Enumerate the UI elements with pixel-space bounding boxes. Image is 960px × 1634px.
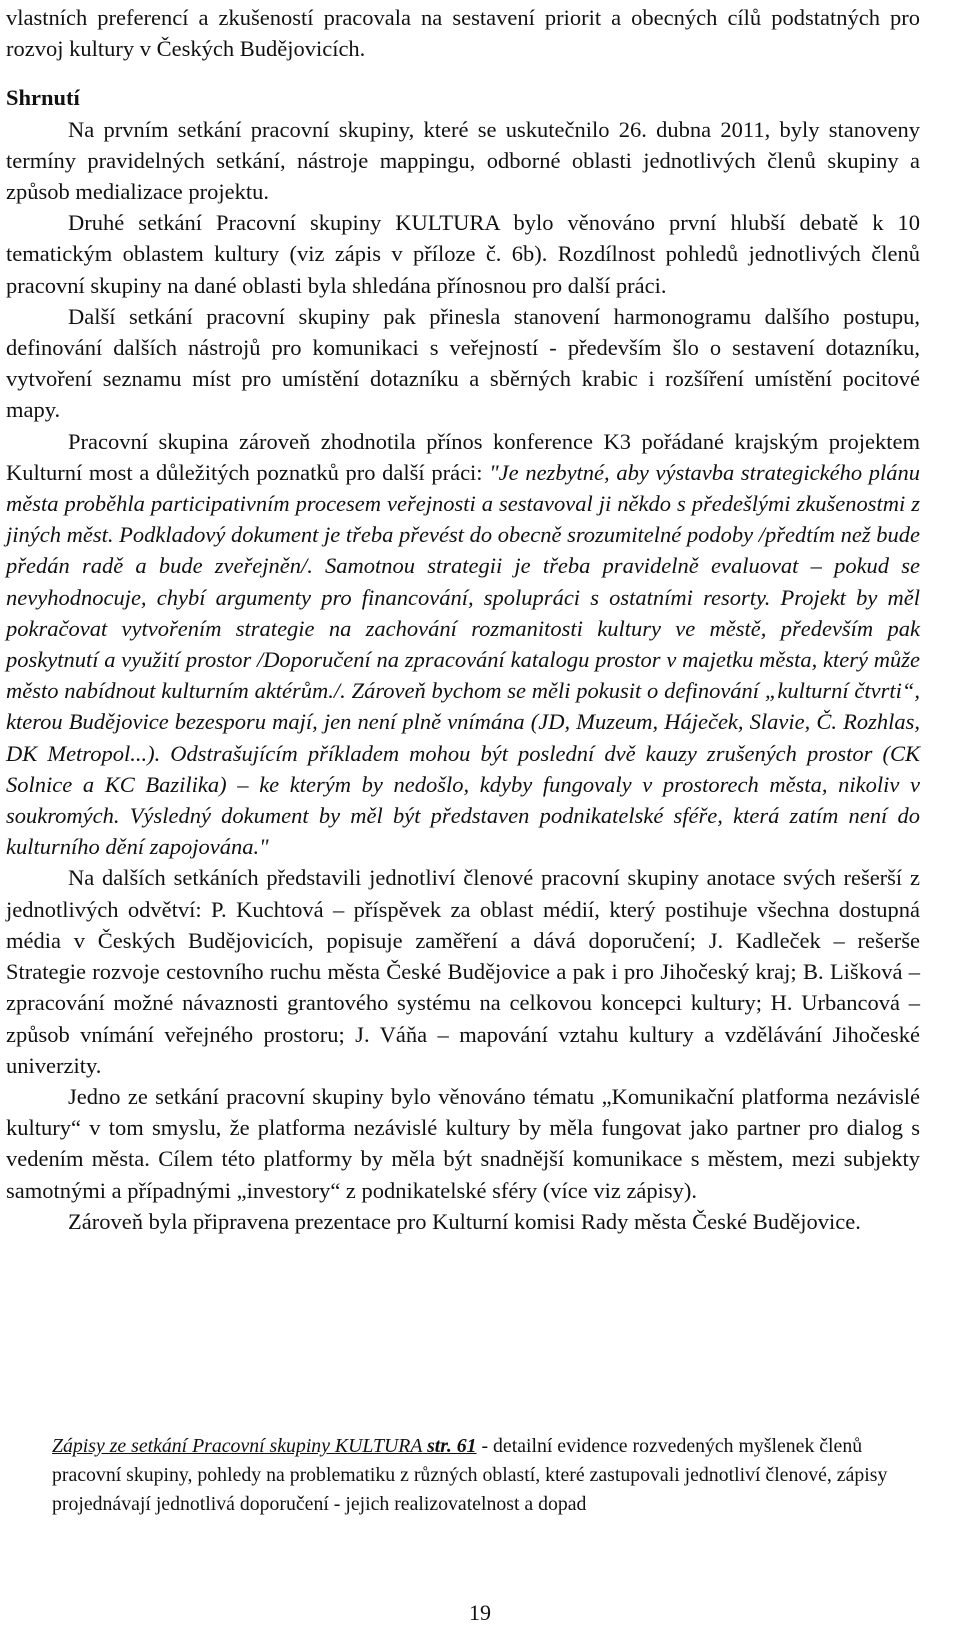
summary-paragraph-5: Na dalších setkáních představili jednotliví členové pracovní skupiny anotace svých rešerší z jednotlivých odvětví: P. Kuchtová – příspěvek za oblast médií, který postihuje všechna dostupná média v Českých Budějovicích, popisuje zaměření a dává doporučení; J. Kadleček – rešerše Strategie rozvoje cestovního ruchu města České Budějovice a pak i pro Jihočeský kraj; B. Lišková – zpracování možné návaznosti grantového systému na celkovou koncepci kultury; H. Urbancová – způsob vnímání veřejného prostoru; J. Váňa – mapování vztahu kultury a vzdělávání Jihočeské univerzity. [6, 865, 920, 1078]
summary-paragraph-7: Zároveň byla připravena prezentace pro Kulturní komisi Rady města České Budějovice. [68, 1208, 861, 1234]
summary-paragraph-3: Další setkání pracovní skupiny pak přinesla stanovení harmonogramu dalšího postupu, definování dalších nástrojů pro komunikaci s veřejností - především šlo o sestavení dotazníku, vytvoření seznamu míst pro umístění dotazníku a sběrných krabic i rozšíření umístění pocitové mapy. [6, 303, 920, 423]
paragraph-gap [6, 64, 920, 82]
paragraph-4-lead: Pracovní skupina zároveň zhodnotila přínos konference K3 pořádané krajským projektem Kulturní most a důležitých poznatků pro další práci: [6, 428, 920, 485]
intro-paragraph-tail: vlastních preferencí a zkušeností pracovala na sestavení priorit a obecných cílů podstatných pro rozvoj kultury v Českých Budějovicích. [6, 5, 920, 62]
summary-paragraph-2: Druhé setkání Pracovní skupiny KULTURA bylo věnováno první hlubší debatě k 10 tematickým oblastem kultury (viz zápis v příloze č. 6b). Rozdílnost pohledů jednotlivých členů pracovní skupiny na dané oblasti byla shledána přínosnou pro další práci. [6, 210, 920, 298]
body-text [6, 2, 920, 1237]
page-number: 19 [469, 1600, 491, 1625]
summary-paragraph-6: Jedno ze setkání pracovní skupiny bylo věnováno tématu „Komunikační platforma nezávislé kultury“ v tom smyslu, že platforma nezávislé kultury by měla fungovat jako partner pro dialog s vedením města. Cílem této platformy by měla být snadnější komunikace s městem, mezi subjekty samotnými a případnými „investory“ z podnikatelské sféry (více viz zápisy). [6, 1083, 920, 1203]
conference-quote: "Je nezbytné, aby výstavba strategického plánu města proběhla participativním procesem veřejnosti a sestavoval ji někdo s předešlými zkušenostmi z jiných měst. Podkladový dokument je třeba převést do obecně srozumitelné podoby /předtím než bude předán radě a bude zveřejněn/. Samotnou strategii je třeba pravidelně evaluovat – pokud se nevyhodnocuje, chybí argumenty pro financování, spolupráci s ostatními resorty. Projekt by měl pokračovat vytvořením strategie na zachování rozmanitosti kultury ve městě, především pak poskytnutí a využití prostor /Doporučení na zpracování katalogu prostor v majetku města, který může město nabídnout kulturním aktérům./. Zároveň bychom se měli pokusit o definování „kulturní čtvrti“, kterou Budějovice bezesporu mají, jen není plně vnímána (JD, Muzeum, Háječek, Slavie, Č. Rozhlas, DK Metropol...). Odstrašujícím příkladem mohou být poslední dvě kauzy zrušených prostor (CK Solnice a KC Bazilika) – ke kterým by nedošlo, kdyby fungovaly v prostorech města, nikoliv v soukromých. Výsledný dokument by měl být představen podnikatelské sféře, která zatím není do kulturního dění zapojována." [6, 459, 921, 860]
summary-paragraph-4 [6, 426, 920, 863]
summary-paragraph-1: Na prvním setkání pracovní skupiny, které se uskutečnilo 26. dubna 2011, byly stanoveny termíny pravidelných setkání, nástroje mappingu, odborné oblasti jednotlivých členů skupiny a způsob medializace projektu. [6, 116, 920, 205]
reference-description: - detailní evidence rozvedených myšlenek členů pracovní skupiny, pohledy na problematiku z různých oblastí, které zastupovali jednotliví členové, zápisy projednávají jednotlivá doporučení - jejich realizovatelnost a dopad [52, 1435, 888, 1515]
reference-note [52, 1432, 922, 1519]
reference-link[interactable] [52, 1435, 477, 1457]
section-heading: Shrnutí [6, 85, 80, 111]
reference-title: Zápisy ze setkání Pracovní skupiny KULTURA [52, 1435, 423, 1457]
reference-page: str. 61 [427, 1435, 477, 1457]
